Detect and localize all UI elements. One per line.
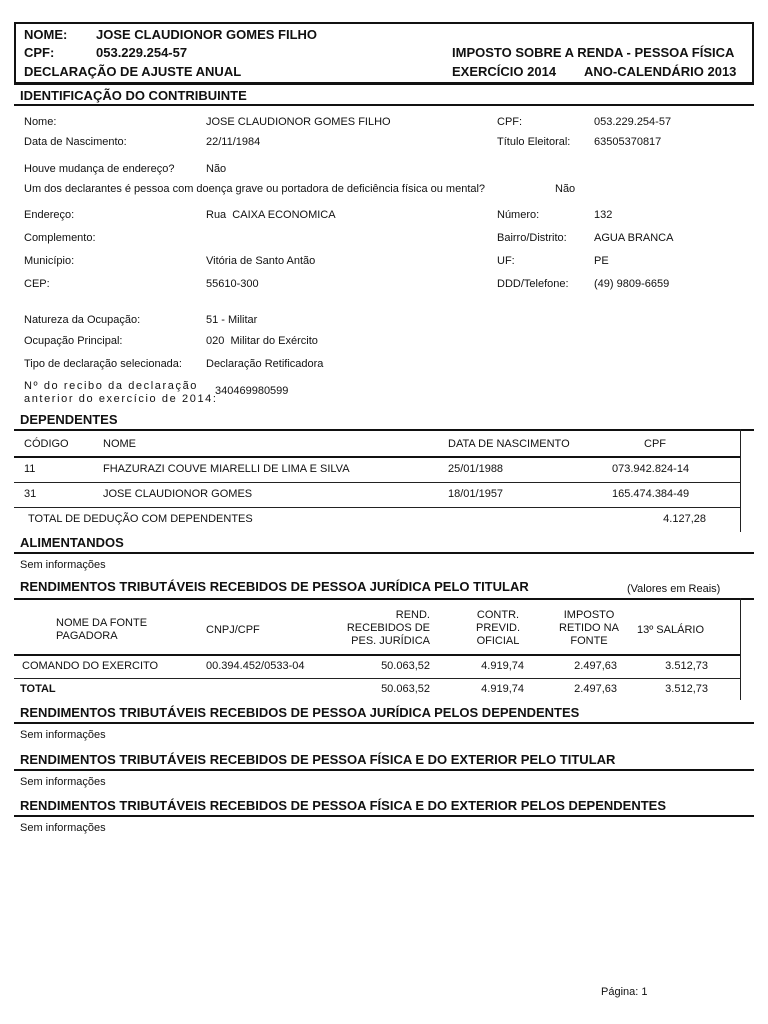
dependente-nome: FHAZURAZI COUVE MIARELLI DE LIMA E SILVA bbox=[103, 463, 350, 475]
rend-cnpj: 00.394.452/0533-04 bbox=[206, 660, 305, 672]
cpf-value: 053.229.254-57 bbox=[594, 116, 672, 128]
complemento-label: Complemento: bbox=[24, 232, 96, 244]
section-rule bbox=[14, 722, 754, 724]
dependente-cpf: 165.474.384-49 bbox=[612, 488, 690, 500]
rend-valor: 50.063,52 bbox=[381, 660, 430, 672]
uf-value: PE bbox=[594, 255, 609, 267]
row-divider bbox=[14, 678, 740, 679]
col-rend-line-3: PES. JURÍDICA bbox=[351, 635, 430, 647]
header-nome-value: JOSE CLAUDIONOR GOMES FILHO bbox=[96, 27, 318, 42]
col-imposto-line-3: FONTE bbox=[570, 635, 608, 647]
table-right-border bbox=[740, 598, 741, 700]
recibo-label-line-1: Nº do recibo da declaração bbox=[24, 380, 199, 392]
titulo-value: 63505370817 bbox=[594, 136, 662, 148]
tipo-label: Tipo de declaração selecionada: bbox=[24, 358, 182, 370]
col-imposto-line-1: IMPOSTO bbox=[563, 609, 615, 621]
mudanca-value: Não bbox=[206, 163, 227, 175]
dependente-cpf: 073.942.824-14 bbox=[612, 463, 690, 475]
cep-label: CEP: bbox=[24, 278, 50, 290]
recibo-value: 340469980599 bbox=[215, 385, 289, 397]
rend-total-valor: 50.063,52 bbox=[381, 683, 430, 695]
col-rend-line-2: RECEBIDOS DE bbox=[346, 622, 430, 634]
dependente-nome: JOSE CLAUDIONOR GOMES bbox=[103, 488, 253, 500]
nome-value: JOSE CLAUDIONOR GOMES FILHO bbox=[206, 116, 391, 128]
col-contr-line-1: CONTR. bbox=[476, 609, 520, 621]
rend-pf-dependentes-empty: Sem informações bbox=[20, 822, 106, 834]
dependentes-total-label: TOTAL DE DEDUÇÃO COM DEPENDENTES bbox=[28, 513, 253, 525]
table-header-rule bbox=[14, 654, 740, 656]
col-13-salario: 13º SALÁRIO bbox=[637, 624, 704, 636]
uf-label: UF: bbox=[497, 255, 515, 267]
section-title-dependentes: DEPENDENTES bbox=[20, 412, 118, 427]
section-rule bbox=[14, 598, 754, 600]
col-contr-line-2: PREVID. bbox=[475, 622, 520, 634]
col-fonte-line-2: PAGADORA bbox=[56, 630, 118, 642]
section-title-rend-pf-dependentes: RENDIMENTOS TRIBUTÁVEIS RECEBIDOS DE PESSOA FÍSICA E DO EXTERIOR PELOS DEPENDENTES bbox=[20, 798, 667, 813]
nascimento-value: 22/11/1984 bbox=[206, 136, 261, 148]
mudanca-label: Houve mudança de endereço? bbox=[24, 163, 175, 175]
header-declaracao: DECLARAÇÃO DE AJUSTE ANUAL bbox=[24, 64, 242, 79]
section-title-rend-pj-titular: RENDIMENTOS TRIBUTÁVEIS RECEBIDOS DE PESSOA JURÍDICA PELO TITULAR bbox=[20, 579, 529, 594]
rend-contr: 4.919,74 bbox=[481, 660, 524, 672]
dependentes-col-codigo: CÓDIGO bbox=[24, 438, 69, 450]
cpf-label: CPF: bbox=[497, 116, 523, 128]
dependentes-col-nome: NOME bbox=[103, 438, 136, 450]
ocupacao-label: Ocupação Principal: bbox=[24, 335, 123, 347]
telefone-label: DDD/Telefone: bbox=[497, 278, 569, 290]
table-header-rule bbox=[14, 456, 740, 458]
cep-value: 55610-300 bbox=[206, 278, 259, 290]
recibo-label-line-2: anterior do exercício de 2014: bbox=[24, 393, 218, 405]
header-cpf-label: CPF: bbox=[24, 45, 55, 60]
endereco-value: Rua CAIXA ECONOMICA bbox=[206, 209, 336, 221]
doenca-value: Não bbox=[555, 183, 576, 195]
rend-pf-titular-empty: Sem informações bbox=[20, 776, 106, 788]
dependentes-total-value: 4.127,28 bbox=[663, 513, 706, 525]
col-cnpj: CNPJ/CPF bbox=[206, 624, 260, 636]
col-contr-line-3: OFICIAL bbox=[476, 635, 520, 647]
valores-em-reais: (Valores em Reais) bbox=[627, 583, 721, 595]
telefone-value: (49) 9809-6659 bbox=[594, 278, 670, 290]
section-rule bbox=[14, 104, 754, 106]
bairro-value: AGUA BRANCA bbox=[594, 232, 674, 244]
table-right-border bbox=[740, 429, 741, 532]
section-title-rend-pf-titular: RENDIMENTOS TRIBUTÁVEIS RECEBIDOS DE PESSOA FÍSICA E DO EXTERIOR PELO TITULAR bbox=[20, 752, 616, 767]
section-title-rend-pj-dependentes: RENDIMENTOS TRIBUTÁVEIS RECEBIDOS DE PESSOA JURÍDICA PELOS DEPENDENTES bbox=[20, 705, 580, 720]
section-rule bbox=[14, 552, 754, 554]
section-rule bbox=[14, 429, 754, 431]
alimentandos-empty: Sem informações bbox=[20, 559, 106, 571]
rend-total-imposto: 2.497,63 bbox=[574, 683, 617, 695]
dependente-codigo: 31 bbox=[24, 488, 37, 500]
dependentes-col-cpf: CPF bbox=[644, 438, 666, 450]
titulo-label: Título Eleitoral: bbox=[497, 136, 571, 148]
header-exercicio: EXERCÍCIO 2014 bbox=[452, 64, 557, 79]
rend-total-contr: 4.919,74 bbox=[481, 683, 524, 695]
dependente-nascimento: 18/01/1957 bbox=[448, 488, 504, 500]
natureza-label: Natureza da Ocupação: bbox=[24, 314, 141, 326]
dependente-nascimento: 25/01/1988 bbox=[448, 463, 504, 475]
natureza-value: 51 - Militar bbox=[206, 314, 258, 326]
nascimento-label: Data de Nascimento: bbox=[24, 136, 127, 148]
rend-total-13-salario: 3.512,73 bbox=[665, 683, 708, 695]
row-divider bbox=[14, 482, 740, 483]
col-rend-line-1: REND. bbox=[395, 609, 430, 621]
header-nome-label: NOME: bbox=[24, 27, 68, 42]
header-divider bbox=[14, 83, 754, 85]
rend-13-salario: 3.512,73 bbox=[665, 660, 708, 672]
rend-fonte: COMANDO DO EXERCITO bbox=[22, 660, 159, 672]
section-rule bbox=[14, 815, 754, 817]
col-fonte-line-1: NOME DA FONTE bbox=[56, 617, 148, 629]
header-cpf-value: 053.229.254-57 bbox=[96, 45, 188, 60]
rend-total-label: TOTAL bbox=[20, 683, 56, 695]
rend-pj-dependentes-empty: Sem informações bbox=[20, 729, 106, 741]
bairro-label: Bairro/Distrito: bbox=[497, 232, 567, 244]
section-rule bbox=[14, 769, 754, 771]
section-title-alimentandos: ALIMENTANDOS bbox=[20, 535, 124, 550]
tipo-value: Declaração Retificadora bbox=[206, 358, 324, 370]
numero-value: 132 bbox=[594, 209, 613, 221]
rend-imposto: 2.497,63 bbox=[574, 660, 617, 672]
nome-label: Nome: bbox=[24, 116, 57, 128]
numero-label: Número: bbox=[497, 209, 540, 221]
dependente-codigo: 11 bbox=[24, 463, 36, 475]
header-title-right: IMPOSTO SOBRE A RENDA - PESSOA FÍSICA bbox=[452, 45, 735, 60]
header-ano-calendario: ANO-CALENDÁRIO 2013 bbox=[584, 64, 737, 79]
dependentes-col-nascimento: DATA DE NASCIMENTO bbox=[448, 438, 570, 450]
section-title-identificacao: IDENTIFICAÇÃO DO CONTRIBUINTE bbox=[20, 88, 247, 103]
row-divider bbox=[14, 507, 740, 508]
municipio-label: Município: bbox=[24, 255, 75, 267]
municipio-value: Vitória de Santo Antão bbox=[206, 255, 316, 267]
page-number: Página: 1 bbox=[601, 986, 648, 998]
col-imposto-line-2: RETIDO NA bbox=[559, 622, 619, 634]
ocupacao-value: 020 Militar do Exército bbox=[206, 335, 318, 347]
endereco-label: Endereço: bbox=[24, 209, 75, 221]
doenca-label: Um dos declarantes é pessoa com doença grave ou portadora de deficiência física ou mental? bbox=[24, 183, 486, 195]
